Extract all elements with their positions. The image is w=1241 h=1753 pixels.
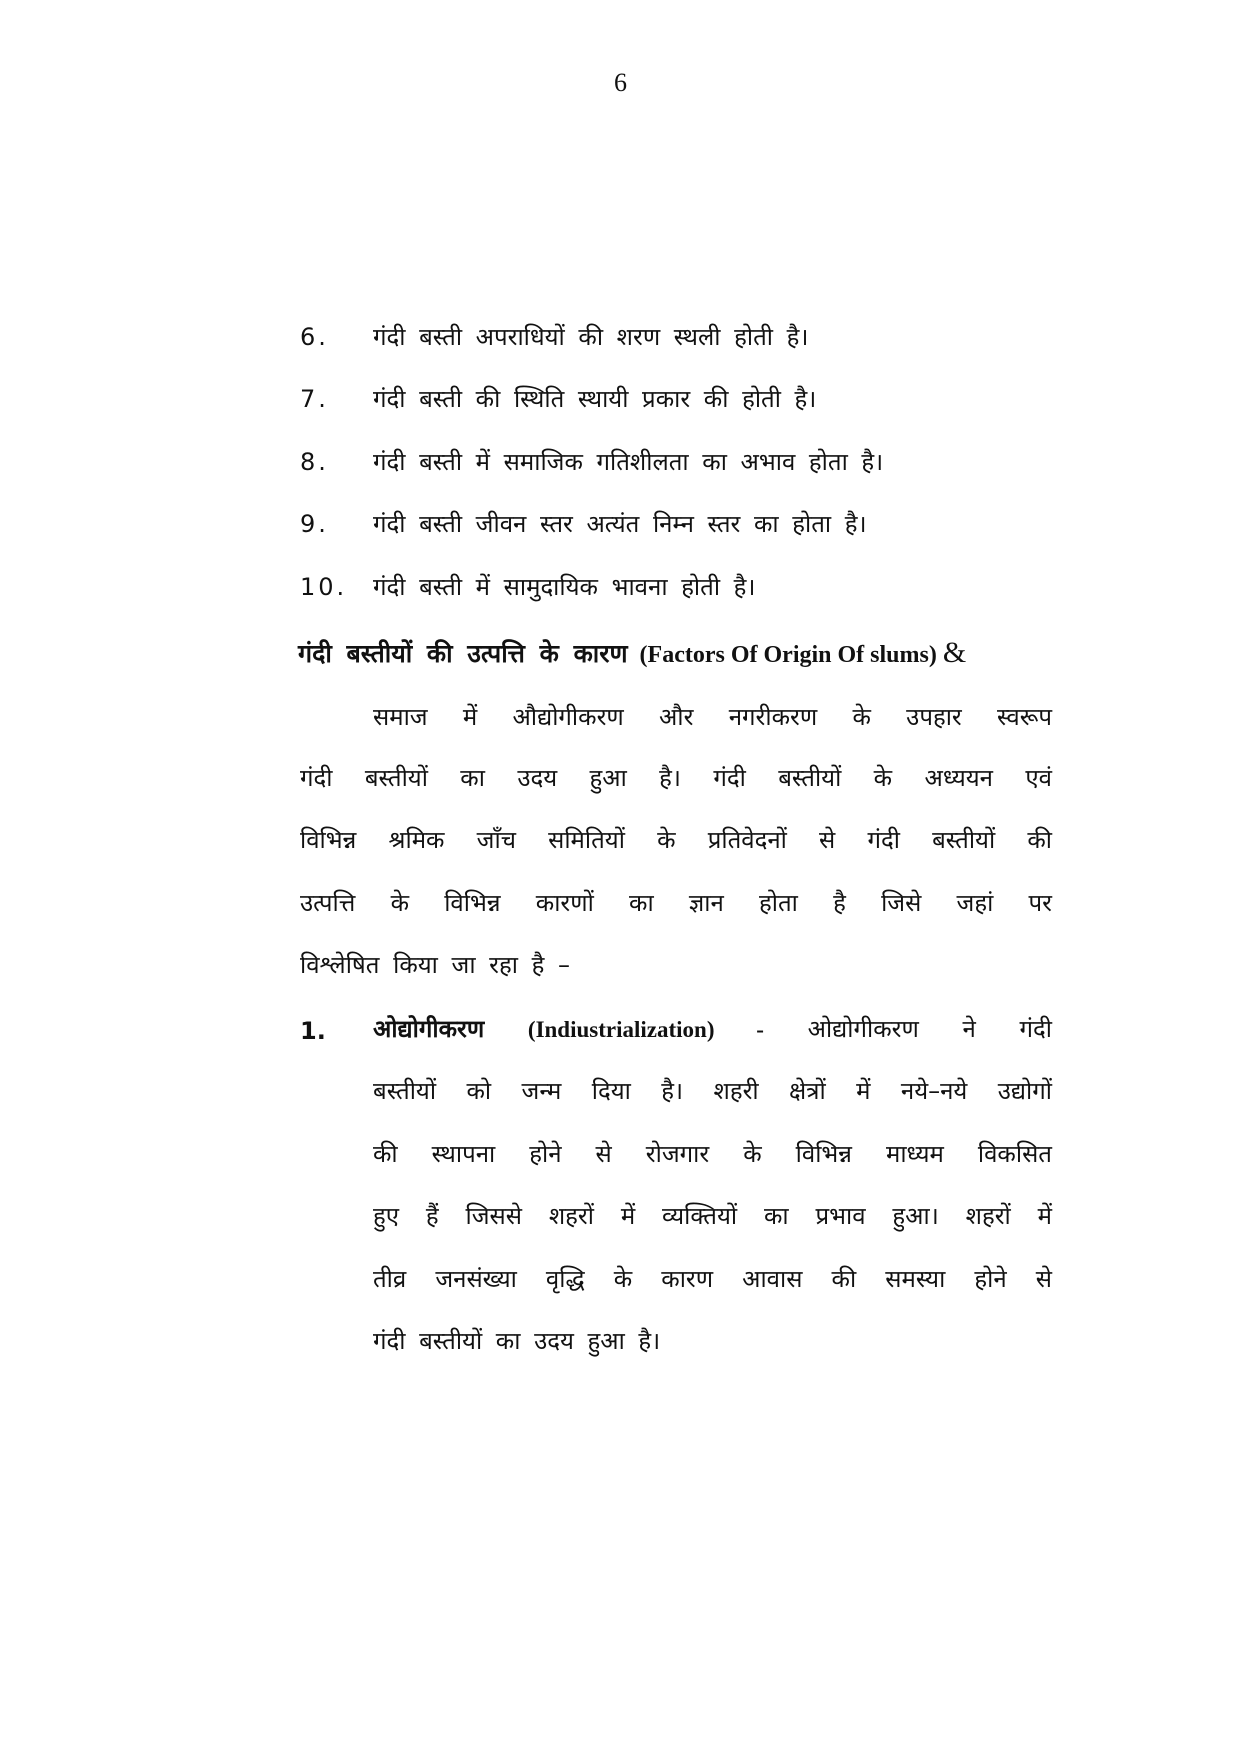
list-item bbox=[300, 320, 1060, 353]
list-item-number: 7. bbox=[300, 385, 329, 413]
subsection-line: हुए हैं जिससे शहरों में व्यक्तियों का प्रभाव हुआ। शहरों में bbox=[373, 1202, 1052, 1230]
subsection-line: गंदी बस्तीयों का उदय हुआ है। bbox=[373, 1327, 661, 1355]
subsection-line-text: ओद्योगीकरण ने गंदी bbox=[807, 1015, 1052, 1043]
subsection-line: की स्थापना होने से रोजगार के विभिन्न माध्यम विकसित bbox=[373, 1140, 1052, 1168]
list-item bbox=[300, 507, 1060, 540]
subsection-number: 1. bbox=[300, 1017, 326, 1045]
list-item-number: 8. bbox=[300, 448, 329, 476]
list-item bbox=[300, 445, 1060, 478]
paragraph-line: समाज में औद्योगीकरण और नगरीकरण के उपहार स्वरूप bbox=[373, 703, 1052, 731]
list-item-text: गंदी बस्ती में समाजिक गतिशीलता का अभाव होता है। bbox=[373, 448, 884, 476]
subsection-title-line bbox=[373, 1012, 1052, 1045]
section-heading-hindi: गंदी बस्तीयों की उत्पत्ति के कारण bbox=[298, 639, 628, 668]
paragraph-line: गंदी बस्तीयों का उदय हुआ है। गंदी बस्तीयों के अध्ययन एवं bbox=[300, 764, 1052, 792]
subsection-title-hindi: ओद्योगीकरण bbox=[373, 1015, 485, 1043]
list-item-number: 6. bbox=[300, 323, 329, 351]
list-item-text: गंदी बस्ती अपराधियों की शरण स्थली होती है। bbox=[373, 323, 809, 351]
section-heading-symbol: & bbox=[942, 636, 967, 669]
list-item-text: गंदी बस्ती जीवन स्तर अत्यंत निम्न स्तर का होता है। bbox=[373, 510, 867, 538]
subsection-line: बस्तीयों को जन्म दिया है। शहरी क्षेत्रों में नये–नये उद्योगों bbox=[373, 1077, 1052, 1105]
list-item-text: गंदी बस्ती में सामुदायिक भावना होती है। bbox=[373, 573, 756, 601]
section-heading bbox=[298, 636, 1078, 670]
list-item-number: 9. bbox=[300, 510, 329, 538]
paragraph-line: विश्लेषित किया जा रहा है – bbox=[300, 951, 570, 979]
list-item-number: 10. bbox=[300, 573, 348, 601]
paragraph-line: उत्पत्ति के विभिन्न कारणों का ज्ञान होता है जिसे जहां पर bbox=[300, 889, 1052, 917]
subsection-line: तीव्र जनसंख्या वृद्धि के कारण आवास की समस्या होने से bbox=[373, 1265, 1052, 1293]
page-number: 6 bbox=[614, 68, 627, 97]
paragraph-line: विभिन्न श्रमिक जाँच समितियों के प्रतिवेदनों से गंदी बस्तीयों की bbox=[300, 826, 1052, 854]
list-item bbox=[300, 382, 1060, 415]
list-item bbox=[300, 570, 1060, 603]
subsection-title-english: (Indiustrialization) - bbox=[527, 1017, 764, 1042]
list-item-text: गंदी बस्ती की स्थिति स्थायी प्रकार की होती है। bbox=[373, 385, 817, 413]
section-heading-english: (Factors Of Origin Of slums) bbox=[639, 642, 937, 668]
